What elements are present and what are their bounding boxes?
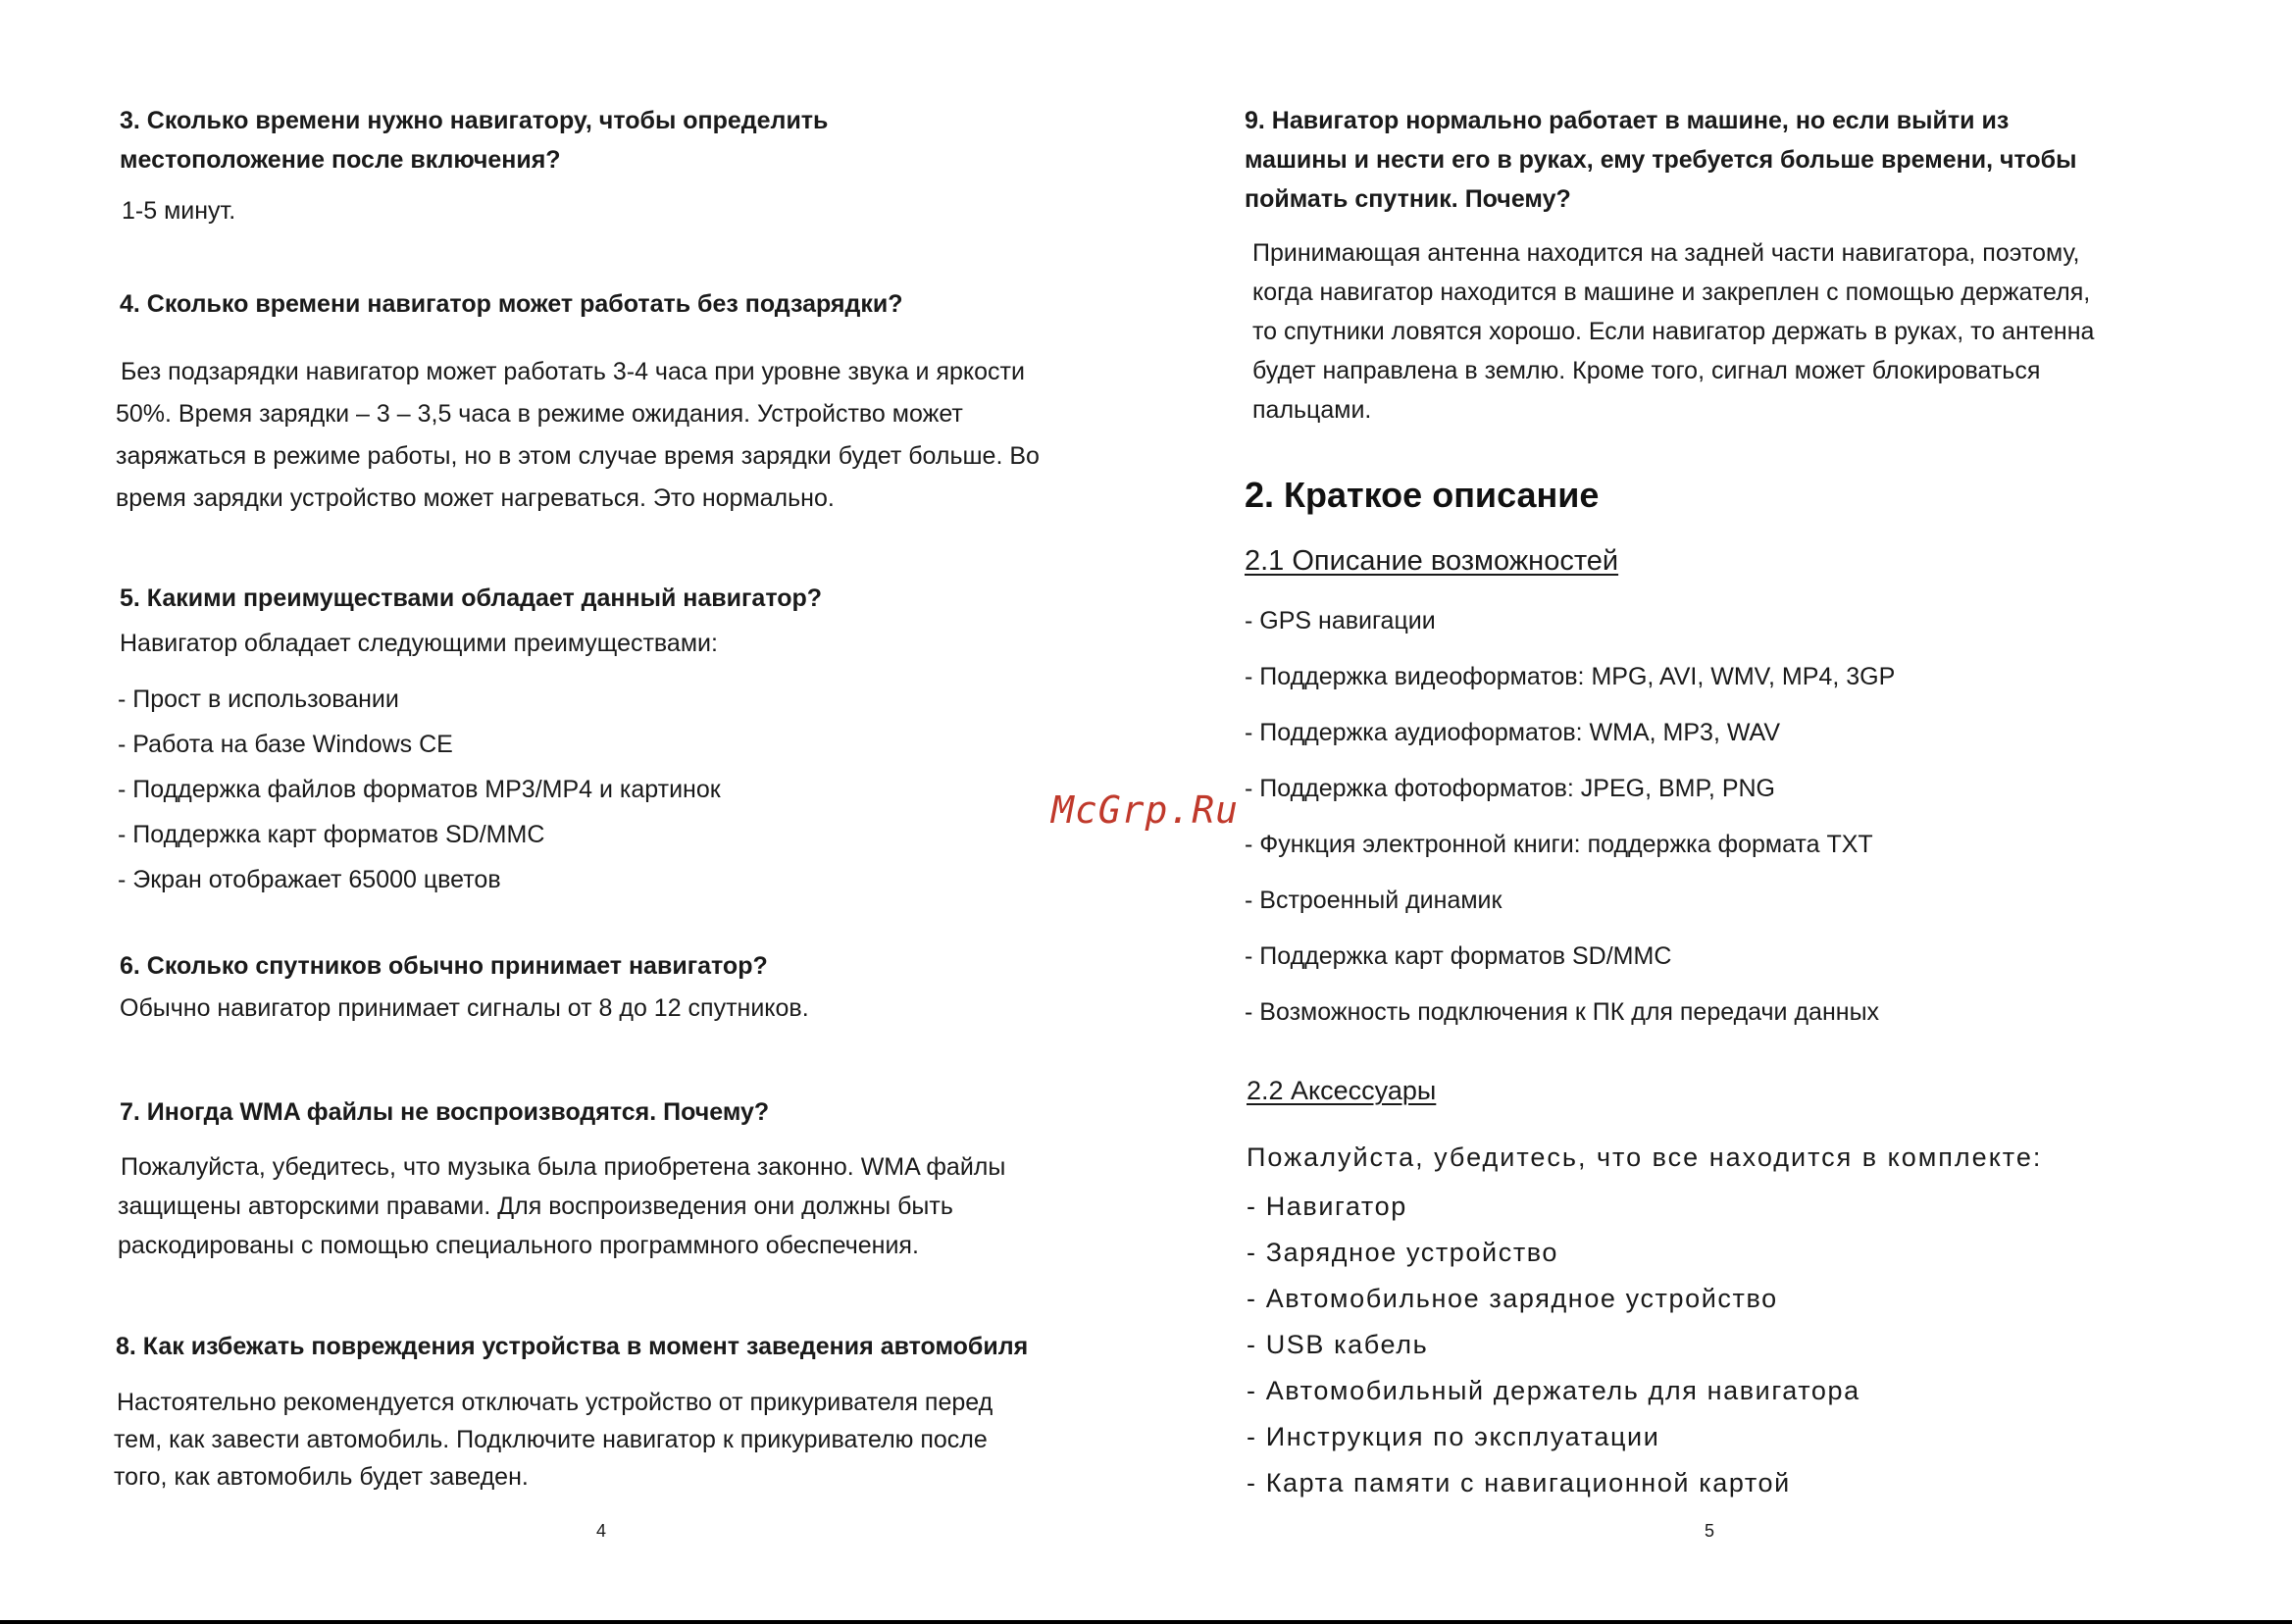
list-item: - Поддержка карт форматов SD/MMC (118, 821, 545, 848)
q9-answer: Принимающая антенна находится на задней части навигатора, поэтому, когда навигатор находится в машине и закреплен с помощью держателя, то спутники ловятся хорошо. Если навигатор держать в руках, то антенна будет направлена в землю. Кроме того, сигнал может блокироваться пальцами. (1252, 239, 2095, 424)
q6-answer: Обычно навигатор принимает сигналы от 8 до 12 спутников. (120, 994, 809, 1022)
list-item: - Экран отображает 65000 цветов (118, 866, 501, 893)
q8-heading: 8. Как избежать повреждения устройства в момент заведения автомобиля (116, 1333, 1029, 1360)
q5-advantages-list (118, 677, 721, 902)
accessories-list (1247, 1184, 1860, 1506)
q3-heading: 3. Сколько времени нужно навигатору, чтобы определить местоположение после включения? (120, 107, 829, 174)
list-item: - Возможность подключения к ПК для передачи данных (1245, 998, 1880, 1026)
page-number: 4 (596, 1521, 607, 1541)
list-item: - Автомобильный держатель для навигатора (1247, 1376, 1860, 1405)
list-item: - Поддержка видеоформатов: MPG, AVI, WMV, MP4, 3GP (1245, 663, 1896, 690)
accessories-intro: Пожалуйста, убедитесь, что все находится в комплекте: (1247, 1142, 2043, 1172)
list-item: - Работа на базе Windows CE (118, 731, 453, 758)
q4-answer: Без подзарядки навигатор может работать 3-4 часа при уровне звука и яркости 50%. Время зарядки – 3 – 3,5 часа в режиме ожидания. Устройство может заряжаться в режиме работы, но в этом случае время зарядки будет больше. Во время зарядки устройство может нагреваться. Это нормально. (116, 358, 1040, 512)
list-item: - GPS навигации (1245, 607, 1436, 634)
list-item: - Карта памяти с навигационной картой (1247, 1468, 1791, 1497)
list-item: - Встроенный динамик (1245, 887, 1503, 914)
q5-intro: Навигатор обладает следующими преимуществами: (120, 630, 718, 657)
accessories-heading: 2.2 Аксессуары (1247, 1076, 1437, 1105)
list-item: - Поддержка карт форматов SD/MMC (1245, 942, 1672, 970)
q7-answer: Пожалуйста, убедитесь, что музыка была приобретена законно. WMA файлы защищены авторскими правами. Для воспроизведения они должны быть раскодированы с помощью специального программного обеспечения. (118, 1153, 1006, 1259)
q6-heading: 6. Сколько спутников обычно принимает навигатор? (120, 952, 768, 980)
features-list (1245, 593, 1895, 1040)
q7-heading: 7. Иногда WMA файлы не воспроизводятся. Почему? (120, 1098, 770, 1126)
q4-heading: 4. Сколько времени навигатор может работать без подзарядки? (120, 290, 903, 318)
page-number: 5 (1705, 1521, 1715, 1541)
watermark: McGrp.Ru (1051, 788, 1240, 832)
bottom-border (0, 1620, 2292, 1624)
list-item: - USB кабель (1247, 1330, 1429, 1359)
list-item: - Функция электронной книги: поддержка формата TXT (1245, 831, 1873, 858)
q5-heading: 5. Какими преимуществами обладает данный навигатор? (120, 584, 823, 612)
list-item: - Инструкция по эксплуатации (1247, 1422, 1660, 1451)
list-item: - Зарядное устройство (1247, 1238, 1559, 1267)
list-item: - Поддержка аудиоформатов: WMA, MP3, WAV (1245, 719, 1780, 746)
right-page (1146, 0, 2292, 1624)
q8-answer: Настоятельно рекомендуется отключать устройство от прикуривателя перед тем, как завести автомобиль. Подключите навигатор к прикуривателю после того, как автомобиль будет заведен. (114, 1389, 993, 1491)
list-item: - Поддержка файлов форматов MP3/MP4 и картинок (118, 776, 721, 803)
list-item: - Автомобильное зарядное устройство (1247, 1284, 1778, 1313)
list-item: - Поддержка фотоформатов: JPEG, BMP, PNG (1245, 775, 1776, 802)
list-item: - Навигатор (1247, 1192, 1407, 1221)
list-item: - Прост в использовании (118, 685, 399, 713)
features-heading: 2.1 Описание возможностей (1245, 545, 1619, 577)
q3-answer: 1-5 минут. (122, 197, 236, 225)
section-title: 2. Краткое описание (1245, 475, 1600, 515)
q9-heading: 9. Навигатор нормально работает в машине, но если выйти из машины и нести его в руках, ему требуется больше времени, чтобы поймать спутник. Почему? (1245, 107, 2077, 213)
